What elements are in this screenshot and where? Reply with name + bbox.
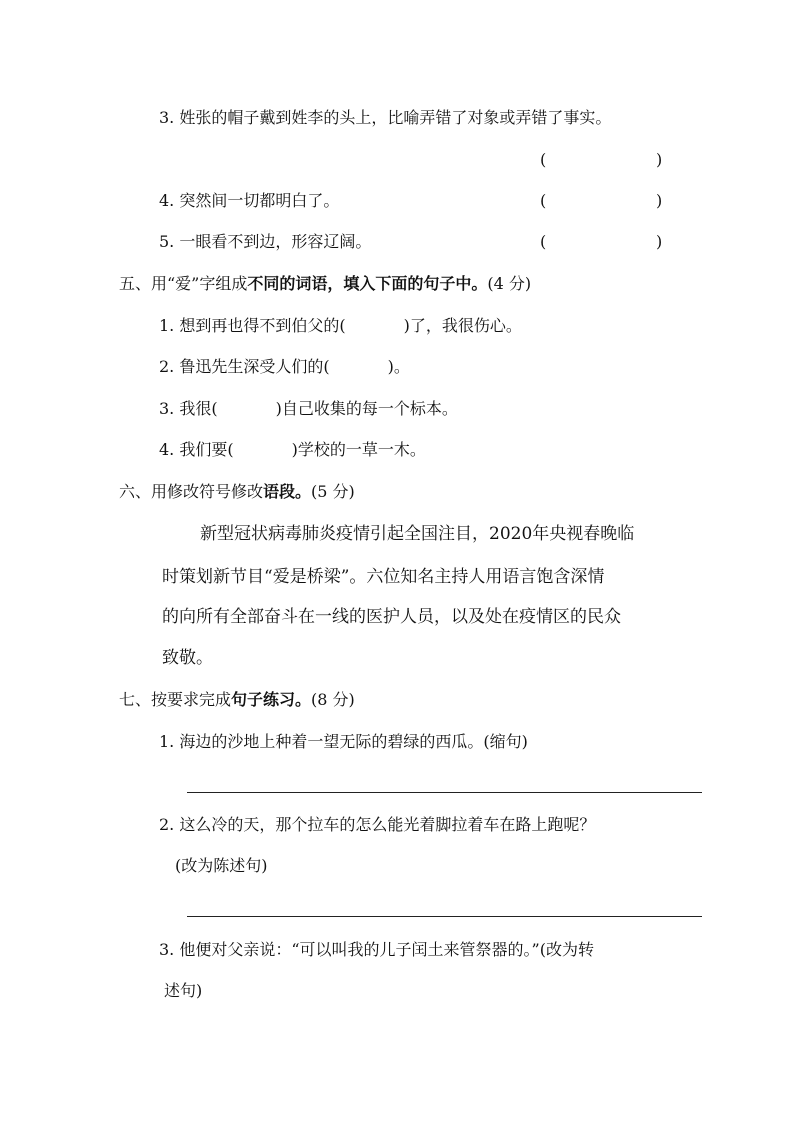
question-7-3-line2: 述句) — [164, 981, 203, 1000]
section-6-heading-bold: 语段。 — [263, 482, 312, 501]
question-5-1-after: )了，我很伤心。 — [403, 316, 522, 335]
answer-paren-open: ( — [540, 191, 547, 210]
question-7-1: 1. 海边的沙地上种着一望无际的碧绿的西瓜。(缩句) — [159, 732, 528, 751]
answer-paren-open: ( — [540, 232, 547, 251]
question-5-2-before: 2. 鲁迅先生深受人们的( — [159, 357, 330, 376]
section-5-heading-prefix: 五、用“爱”字组成 — [119, 274, 248, 293]
section-5-heading — [119, 274, 531, 294]
section-5-score: (4 分) — [487, 274, 532, 293]
answer-paren-close: ) — [656, 191, 663, 210]
answer-paren-close: ) — [656, 232, 663, 251]
question-7-2-line1: 2. 这么冷的天，那个拉车的怎么能光着脚拉着车在路上跑呢？ — [159, 815, 596, 834]
answer-paren-open: ( — [540, 150, 547, 169]
paragraph-line: 致敬。 — [162, 648, 213, 668]
section-7-score: (8 分) — [311, 690, 355, 709]
question-5-4-before: 4. 我们要( — [159, 440, 234, 459]
question-7-2-line2: (改为陈述句) — [175, 856, 268, 875]
answer-line[interactable] — [187, 792, 702, 793]
section-6-heading — [119, 482, 355, 502]
paragraph-line: 新型冠状病毒肺炎疫情引起全国注目，2020年央视春晚临 — [200, 524, 635, 544]
question-5-1-before: 1. 想到再也得不到伯父的( — [159, 316, 346, 335]
question-5-3-after: )自己收集的每一个标本。 — [275, 399, 458, 418]
question-7-3-line1: 3. 他便对父亲说：“可以叫我的儿子闰土来管祭器的。”(改为转 — [159, 940, 594, 959]
section-7-heading — [119, 690, 355, 710]
section-6-score: (5 分) — [311, 482, 355, 501]
question-5-4 — [159, 440, 426, 460]
question-5-1 — [159, 316, 522, 336]
question-5-3-before: 3. 我很( — [159, 399, 218, 418]
section-6-heading-prefix: 六、用修改符号修改 — [119, 482, 264, 501]
question-5-4-after: )学校的一草一木。 — [291, 440, 426, 459]
question-4-3: 3. 姓张的帽子戴到姓李的头上，比喻弄错了对象或弄错了事实。 — [159, 108, 612, 127]
question-4-4: 4. 突然间一切都明白了。 — [159, 191, 340, 210]
question-4-5: 5. 一眼看不到边，形容辽阔。 — [159, 232, 372, 251]
paragraph-line: 时策划新节目“爱是桥梁”。六位知名主持人用语言饱含深情 — [162, 567, 605, 587]
question-5-3 — [159, 399, 458, 419]
answer-line[interactable] — [187, 916, 702, 917]
paragraph-line: 的向所有全部奋斗在一线的医护人员，以及处在疫情区的民众 — [162, 607, 621, 627]
question-5-2-after: )。 — [387, 357, 410, 376]
section-5-heading-bold: 不同的词语，填入下面的句子中。 — [247, 274, 488, 293]
answer-paren-close: ) — [656, 150, 663, 169]
section-7-heading-bold: 句子练习。 — [231, 690, 312, 709]
question-5-2 — [159, 357, 410, 377]
section-7-heading-prefix: 七、按要求完成 — [119, 690, 232, 709]
